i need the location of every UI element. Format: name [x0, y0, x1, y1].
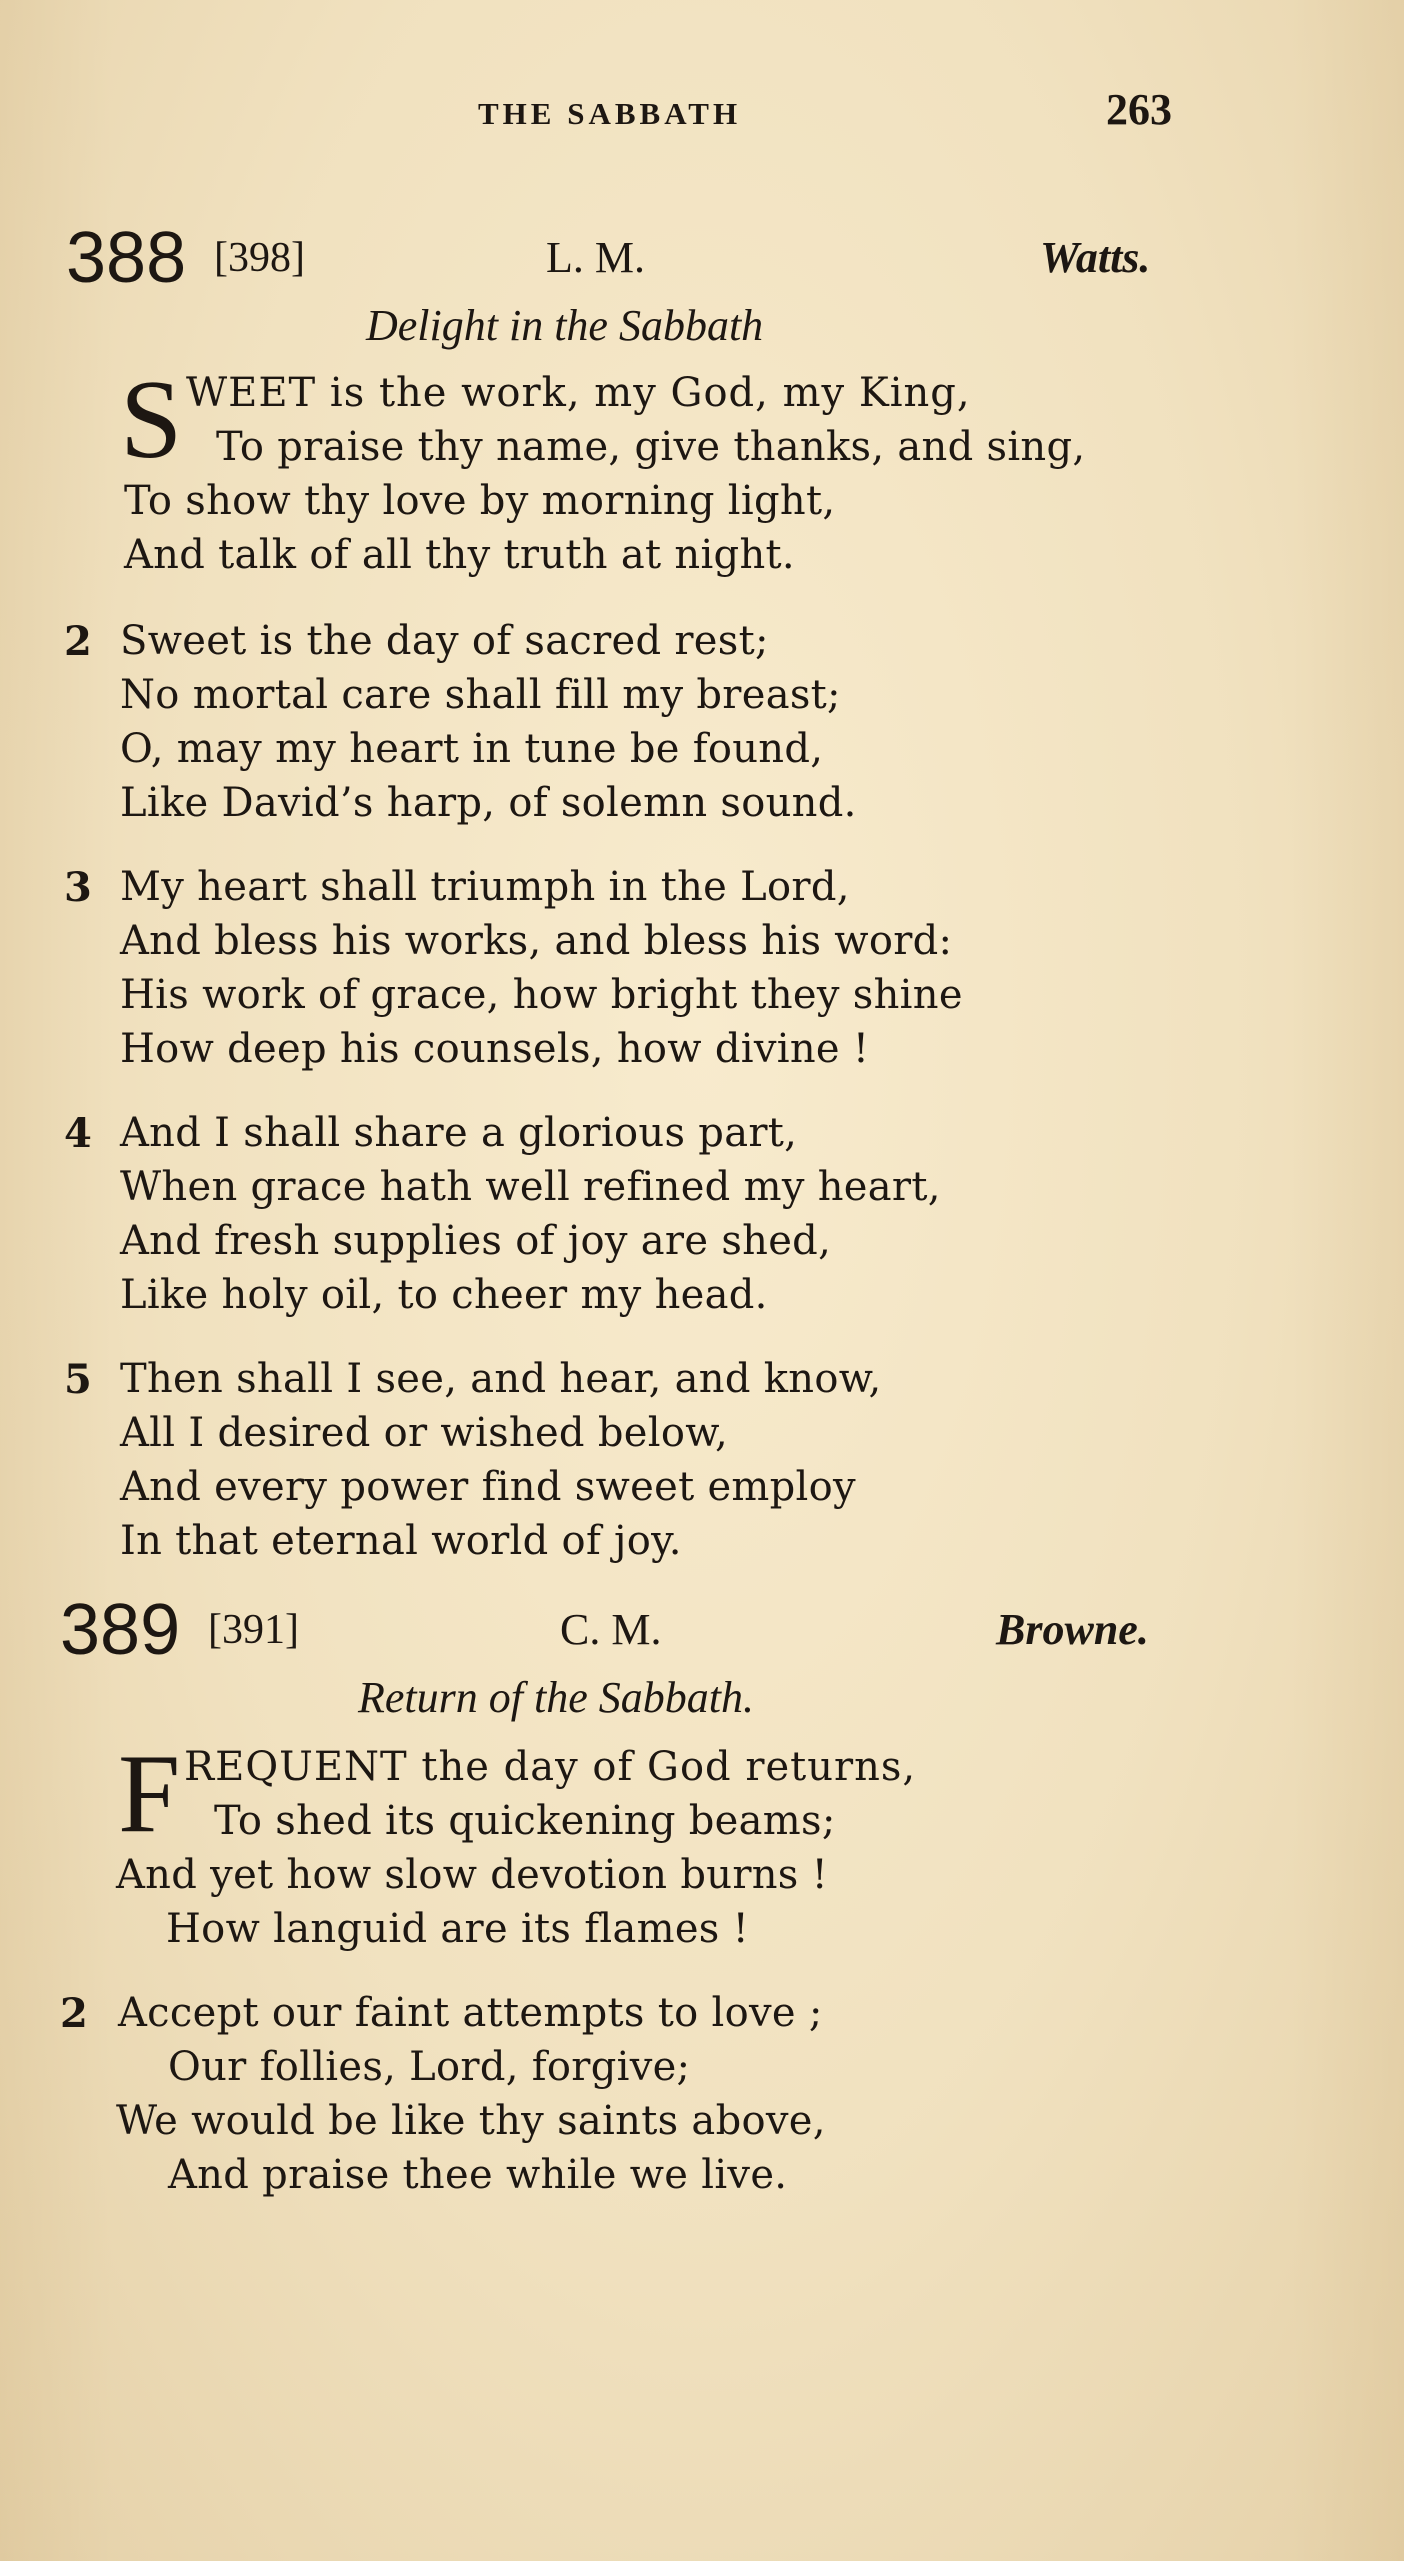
- verse-line: Accept our faint attempts to love ;: [118, 1990, 823, 2036]
- stanza-number: 4: [64, 1110, 92, 1157]
- verse-line: And praise thee while we live.: [168, 2152, 788, 2198]
- drop-cap: S: [120, 358, 183, 482]
- drop-cap: F: [118, 1732, 181, 1856]
- meter: L. M.: [546, 233, 645, 282]
- verse-line: Like holy oil, to cheer my head.: [120, 1272, 768, 1318]
- verse-line: How languid are its flames !: [166, 1906, 750, 1952]
- hymn-title: Return of the Sabbath.: [358, 1673, 754, 1722]
- verse-line: To praise thy name, give thanks, and sing,: [216, 424, 1086, 470]
- author: Browne.: [996, 1605, 1149, 1654]
- hymn-number: 389: [60, 1590, 181, 1670]
- verse-line: Like David’s harp, of solemn sound.: [120, 780, 857, 826]
- verse-line: His work of grace, how bright they shine: [120, 972, 963, 1018]
- verse-line: And I shall share a glorious part,: [120, 1110, 798, 1156]
- verse-line: When grace hath well refined my heart,: [120, 1164, 941, 1210]
- verse-line: And talk of all thy truth at night.: [124, 532, 795, 578]
- stanza-number: 2: [60, 1990, 88, 2037]
- verse-line: And bless his works, and bless his word:: [120, 918, 953, 964]
- stanza-number: 5: [64, 1356, 92, 1403]
- verse-line: Sweet is the day of sacred rest;: [120, 618, 769, 664]
- verse-line: We would be like thy saints above,: [116, 2098, 826, 2144]
- hymn-number: 388: [66, 218, 187, 298]
- page-number: 263: [1106, 85, 1172, 134]
- hymn-title: Delight in the Sabbath: [366, 301, 764, 350]
- verse-line: WEET is the work, my God, my King,: [186, 370, 971, 416]
- running-head: THE SABBATH: [478, 96, 742, 131]
- author: Watts.: [1040, 233, 1151, 282]
- verse-line: And yet how slow devotion burns !: [116, 1852, 829, 1898]
- stanza-number: 2: [64, 618, 92, 665]
- verse-line: To show thy love by morning light,: [124, 478, 836, 524]
- verse-line: My heart shall triumph in the Lord,: [120, 864, 850, 910]
- verse-line: In that eternal world of joy.: [120, 1518, 682, 1564]
- verse-line: And fresh supplies of joy are shed,: [120, 1218, 832, 1264]
- verse-line: No mortal care shall fill my breast;: [120, 672, 841, 718]
- verse-line: REQUENT the day of God returns,: [184, 1744, 917, 1790]
- stanza-number: 3: [64, 864, 92, 911]
- meter: C. M.: [560, 1605, 662, 1654]
- verse-line: All I desired or wished below,: [120, 1410, 729, 1456]
- alt-hymn-number: [398]: [214, 235, 305, 281]
- verse-line: O, may my heart in tune be found,: [120, 726, 824, 772]
- verse-line: Then shall I see, and hear, and know,: [120, 1356, 882, 1402]
- verse-line: How deep his counsels, how divine !: [120, 1026, 870, 1072]
- verse-line: And every power find sweet employ: [120, 1464, 856, 1510]
- verse-line: To shed its quickening beams;: [214, 1798, 836, 1844]
- verse-line: Our follies, Lord, forgive;: [168, 2044, 691, 2090]
- alt-hymn-number: [391]: [208, 1607, 299, 1653]
